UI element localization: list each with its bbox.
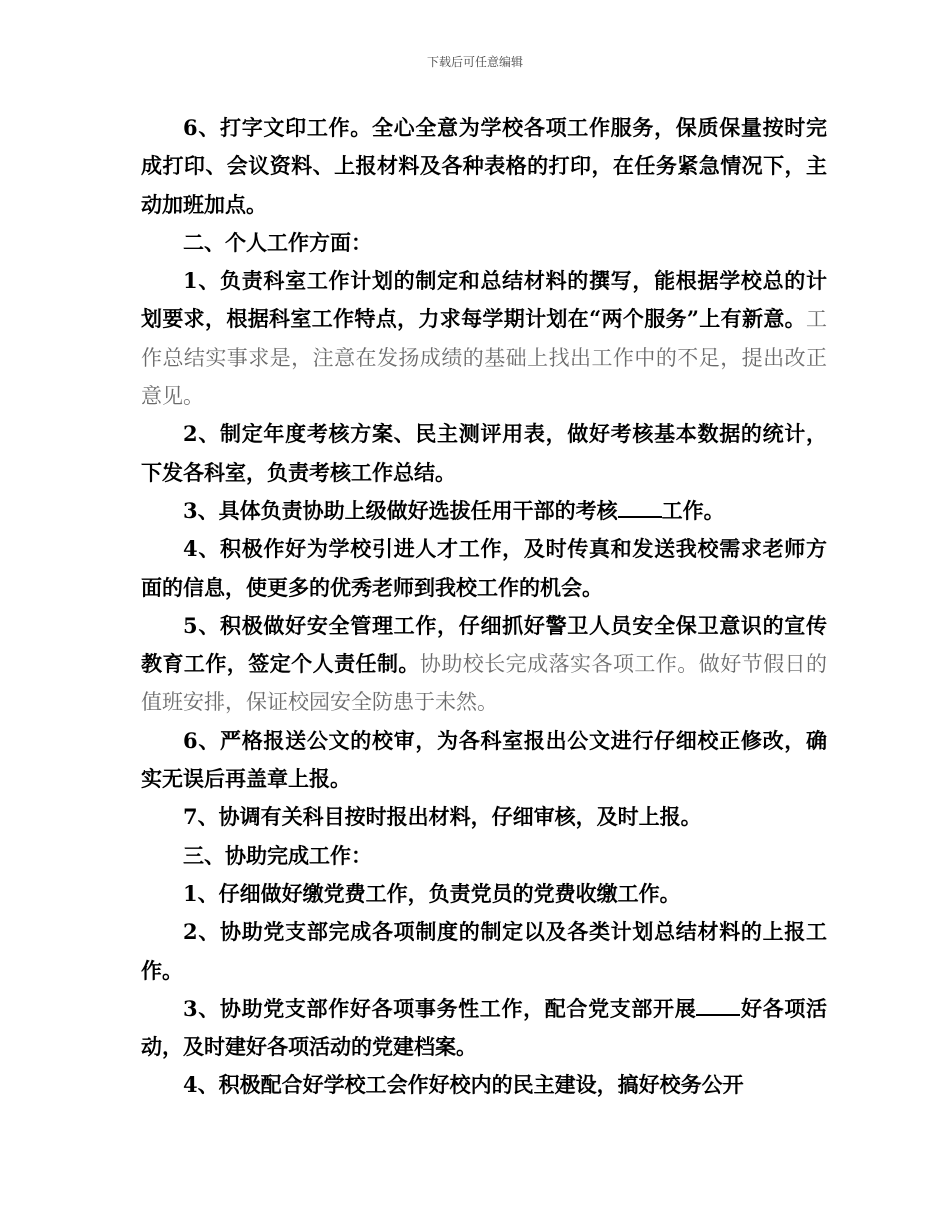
fill-in-blank — [696, 996, 740, 1016]
paragraph-document-review: 6、严格报送公文的校审，为各科室报出公文进行仔细校正修改，确实无误后再盖章上报。 — [141, 727, 827, 792]
paragraph-work-plan-main: 1、负责科室工作计划的制定和总结材料的撰写，能根据学校总的计划要求，根据科室工作特点，力求每学期计划在“两个服务”上有新意。 — [141, 268, 827, 332]
paragraph-party-branch-activities — [141, 990, 827, 1067]
paragraph-safety-management-main: 5、积极做好安全管理工作，仔细抓好警卫人员安全保卫意识的宣传教育工作，签定个人责任制。 — [141, 612, 827, 677]
paragraph-material-coordination: 7、协调有关科目按时报出材料，仔细审核，及时上报。 — [183, 804, 702, 830]
paragraph-party-dues: 1、仔细做好缴党费工作，负责党员的党费收缴工作。 — [183, 880, 681, 906]
paragraph-work-plan — [141, 262, 827, 415]
document-body — [141, 109, 827, 1105]
fill-in-blank — [618, 498, 662, 518]
page-header: 下载后可任意编辑 — [426, 55, 523, 69]
paragraph-cadre-assessment-after: 工作。 — [661, 497, 725, 523]
paragraph-cadre-assessment-before: 3、具体负责协助上级做好选拔任用干部的考核 — [183, 497, 618, 523]
paragraph-annual-assessment: 2、制定年度考核方案、民主测评用表，做好考核基本数据的统计，下发各科室，负责考核工作总结。 — [141, 421, 827, 485]
paragraph-work-plan-light: 工作总结实事求是，注意在发扬成绩的基础上找出工作中的不足，提出改正意见。 — [141, 307, 827, 409]
paragraph-cadre-assessment — [141, 492, 827, 530]
paragraph-typing-work: 6、打字文印工作。全心全意为学校各项工作服务，保质保量按时完成打印、会议资料、上报材料及各种表格的打印，在任务紧急情况下，主动加班加点。 — [141, 115, 827, 217]
paragraph-trade-union: 4、积极配合好学校工会作好校内的民主建设，搞好校务公开 — [183, 1072, 744, 1098]
paragraph-talent-recruitment: 4、积极作好为学校引进人才工作，及时传真和发送我校需求老师方面的信息，使更多的优秀老师到我校工作的机会。 — [141, 536, 827, 600]
paragraph-safety-management — [141, 607, 827, 722]
paragraph-safety-management-light: 协助校长完成落实各项工作。做好节假日的值班安排，保证校园安全防患于未然。 — [141, 652, 828, 715]
section-heading-assist-work: 三、协助完成工作： — [183, 842, 372, 868]
section-heading-personal-work: 二、个人工作方面： — [183, 229, 372, 255]
paragraph-party-branch-systems: 2、协助党支部完成各项制度的制定以及各类计划总结材料的上报工作。 — [141, 919, 827, 983]
paragraph-party-branch-activities-after: 好各项活动，及时建好各项活动的党建档案。 — [141, 995, 827, 1060]
paragraph-party-branch-activities-before: 3、协助党支部作好各项事务性工作，配合党支部开展 — [183, 995, 697, 1021]
